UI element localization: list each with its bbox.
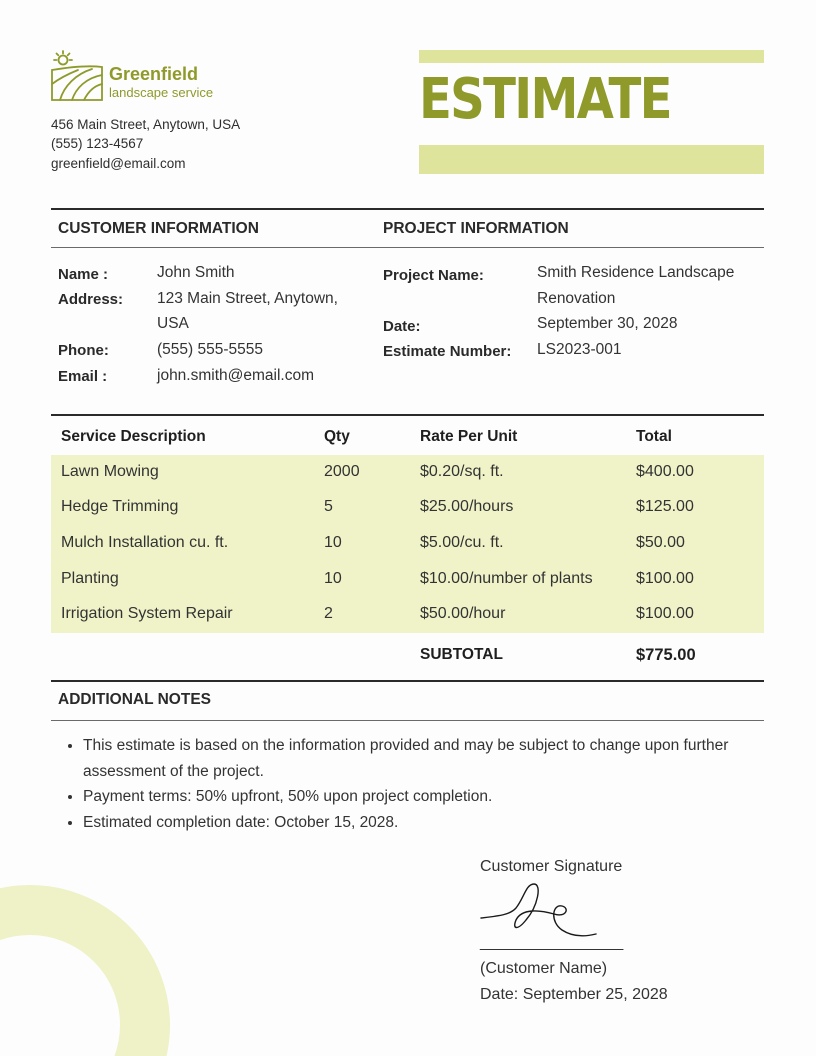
cell-qty: 2 [324, 605, 333, 622]
cell-description: Irrigation System Repair [61, 605, 233, 622]
brand-name: Greenfield [109, 64, 199, 84]
subtotal-label: SUBTOTAL [420, 646, 503, 663]
cell-total: $125.00 [636, 498, 694, 515]
customer-name-placeholder: (Customer Name) [480, 960, 608, 977]
signature-label: Customer Signature [480, 858, 623, 875]
customer-email: john.smith@email.com [157, 367, 315, 384]
project-name-line1: Smith Residence Landscape [537, 264, 735, 281]
project-name-line2: Renovation [537, 290, 616, 307]
customer-phone: (555) 555-5555 [157, 341, 263, 358]
cell-description: Hedge Trimming [61, 498, 179, 515]
cell-rate: $0.20/sq. ft. [420, 463, 504, 480]
notes-heading: ADDITIONAL NOTES [58, 691, 211, 708]
notes-list [64, 733, 764, 836]
cell-total: $50.00 [636, 534, 685, 551]
col-header-rate: Rate Per Unit [420, 428, 518, 445]
divider [51, 247, 764, 248]
list-item: • Estimated completion date: October 15, 2028. [83, 810, 764, 836]
col-header-total: Total [636, 428, 672, 445]
cell-qty: 10 [324, 570, 342, 587]
title-bar-top [419, 50, 764, 63]
customer-email-label: Email : [58, 368, 108, 385]
cell-total: $100.00 [636, 570, 694, 587]
subtotal-value: $775.00 [636, 646, 696, 664]
customer-name: John Smith [157, 264, 235, 281]
company-phone: (555) 123-4567 [51, 136, 144, 151]
document-title: ESTIMATE [419, 67, 671, 132]
cell-total: $400.00 [636, 463, 694, 480]
divider [51, 720, 764, 721]
project-info-heading: PROJECT INFORMATION [383, 220, 569, 237]
divider [51, 680, 764, 682]
company-address: 456 Main Street, Anytown, USA [51, 117, 241, 132]
project-date: September 30, 2028 [537, 315, 678, 332]
customer-info-heading: CUSTOMER INFORMATION [58, 220, 259, 237]
title-bar-bottom [419, 145, 764, 174]
customer-phone-label: Phone: [58, 342, 109, 359]
estimate-number: LS2023-001 [537, 341, 622, 358]
customer-address-label: Address: [58, 291, 124, 308]
project-date-label: Date: [383, 318, 421, 335]
company-email: greenfield@email.com [51, 156, 186, 171]
list-item: • Payment terms: 50% upfront, 50% upon project completion. [83, 784, 764, 810]
sun-field-icon [50, 48, 104, 102]
estimate-number-label: Estimate Number: [383, 343, 512, 360]
col-header-description: Service Description [61, 428, 206, 445]
cell-description: Mulch Installation cu. ft. [61, 534, 229, 551]
cell-description: Lawn Mowing [61, 463, 159, 480]
cell-qty: 10 [324, 534, 342, 551]
customer-name-label: Name : [58, 266, 109, 283]
cell-rate: $5.00/cu. ft. [420, 534, 504, 551]
cell-rate: $25.00/hours [420, 498, 514, 515]
project-name-label: Project Name: [383, 267, 484, 284]
brand-tagline: landscape service [109, 85, 214, 100]
divider [51, 414, 764, 416]
cell-qty: 5 [324, 498, 333, 515]
col-header-qty: Qty [324, 428, 350, 445]
cell-description: Planting [61, 570, 119, 587]
signature-line: _________________ [480, 934, 623, 951]
customer-address-line2: USA [157, 315, 189, 332]
customer-address-line1: 123 Main Street, Anytown, [157, 290, 338, 307]
signature-date: Date: September 25, 2028 [480, 986, 668, 1003]
decorative-arc [0, 885, 170, 1056]
cell-rate: $50.00/hour [420, 605, 506, 622]
list-item: • This estimate is based on the information provided and may be subject to change upon further assessment of the project. [83, 733, 764, 784]
divider [51, 208, 764, 210]
cell-qty: 2000 [324, 463, 360, 480]
cell-rate: $10.00/number of plants [420, 570, 593, 587]
cell-total: $100.00 [636, 605, 694, 622]
